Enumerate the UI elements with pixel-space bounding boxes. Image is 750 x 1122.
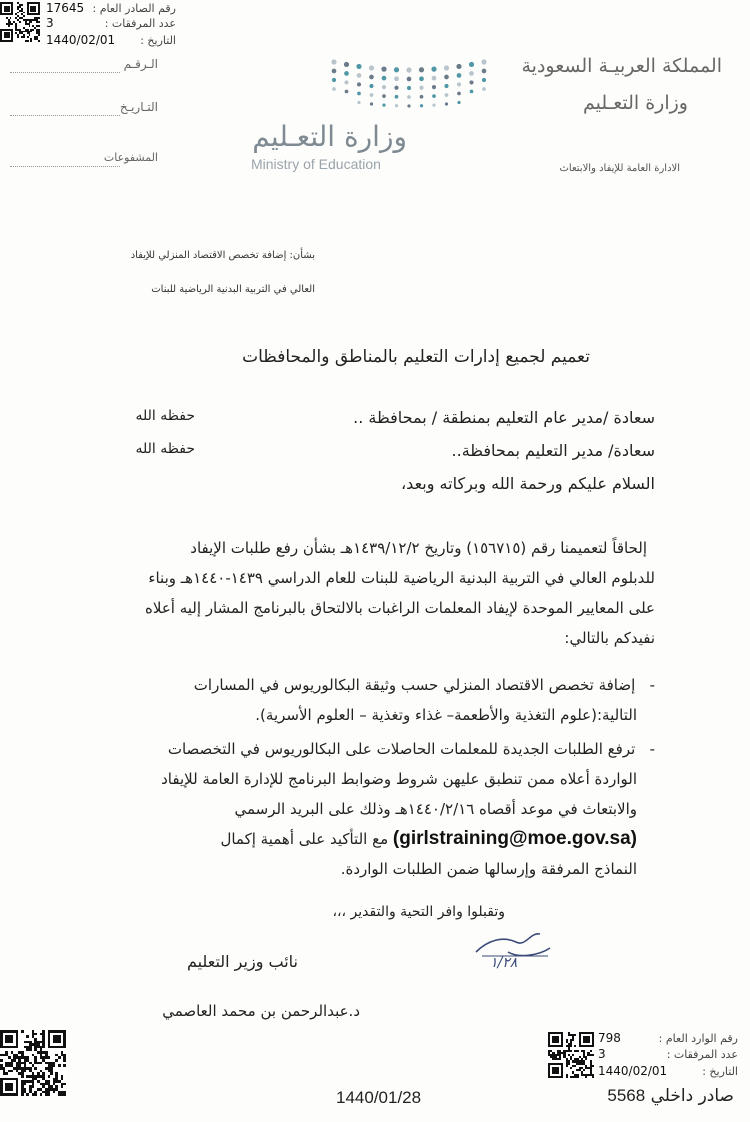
qr-module bbox=[583, 1069, 585, 1071]
qr-module bbox=[32, 1085, 35, 1088]
qr-module bbox=[63, 1064, 66, 1067]
qr-module bbox=[58, 1064, 61, 1067]
logo-dot bbox=[456, 64, 461, 69]
qr-module bbox=[61, 1085, 64, 1088]
logo-dot bbox=[444, 65, 449, 70]
bullet-2 bbox=[100, 734, 655, 884]
stamp-general-no-value: 17645 bbox=[46, 1, 85, 15]
logo-dot bbox=[395, 104, 398, 107]
logo-dot bbox=[394, 86, 398, 90]
signature-handwritten-date: ١/٢٨ bbox=[490, 955, 518, 971]
bullet-2-line-2: الواردة أعلاه ممن تنطبق عليهن شروط وضوابط البرنامج للإدارة العامة للإيفاد bbox=[161, 770, 637, 788]
qr-module bbox=[592, 1054, 594, 1056]
subject-line-1: بشأن: إضافة تخصص الاقتصاد المنزلي للإيفاد bbox=[130, 250, 315, 261]
logo-dot bbox=[457, 73, 462, 78]
qr-module bbox=[19, 21, 21, 23]
qr-module bbox=[29, 1048, 32, 1051]
logo-dot bbox=[406, 67, 411, 72]
qr-module bbox=[38, 25, 40, 27]
logo-dot bbox=[420, 104, 423, 107]
qr-module bbox=[23, 36, 25, 38]
logo-dot bbox=[407, 104, 410, 107]
logo-dot bbox=[395, 95, 399, 99]
logo-dot bbox=[357, 73, 362, 78]
signatory-name: د.عبدالرحمن بن محمد العاصمي bbox=[162, 1002, 360, 1020]
logo-dot bbox=[419, 86, 423, 90]
qr-module bbox=[27, 36, 29, 38]
paragraph-line-4: نفيدكم بالتالي: bbox=[564, 629, 655, 647]
qr-module bbox=[566, 1076, 568, 1078]
bullet-2-line-3: والابتعاث في موعد أقصاه ١٤٤٠/٢/١٦هـ وذلك على البريد الرسمي bbox=[234, 800, 637, 818]
qr-module bbox=[17, 12, 19, 14]
qr-module bbox=[53, 1091, 56, 1094]
logo-dot bbox=[345, 90, 349, 94]
signatory-title: نائب وزير التعليم bbox=[186, 952, 298, 971]
bullet-1-line-1 bbox=[100, 670, 655, 700]
logo-dots-graphic bbox=[328, 54, 498, 114]
qr-module bbox=[27, 40, 29, 42]
qr-module bbox=[50, 1072, 53, 1075]
logo-dot bbox=[382, 104, 385, 107]
qr-module bbox=[38, 17, 40, 19]
qr-code-bottom-left bbox=[0, 1030, 66, 1096]
footer-internal-label: صادر داخلي bbox=[650, 1086, 734, 1106]
qr-module bbox=[38, 40, 40, 42]
header-date-label: التـاريـخ bbox=[119, 100, 158, 114]
logo-dot bbox=[332, 78, 336, 82]
logo-dot bbox=[370, 102, 373, 105]
qr-module bbox=[61, 1078, 64, 1081]
logo-dot bbox=[356, 64, 361, 69]
logo-dot bbox=[457, 82, 461, 86]
logo-dot bbox=[481, 59, 486, 64]
qr-module bbox=[55, 1059, 58, 1062]
logo-dot bbox=[432, 76, 437, 81]
logo-dot bbox=[394, 76, 399, 81]
official-email[interactable]: (girlstraining@moe.gov.sa) bbox=[392, 828, 637, 849]
qr-module bbox=[0, 1059, 3, 1062]
qr-module bbox=[30, 40, 32, 42]
qr-module bbox=[576, 1076, 578, 1078]
logo-dot bbox=[370, 93, 374, 97]
qr-module bbox=[11, 1088, 14, 1091]
qr-module bbox=[29, 25, 31, 27]
logo-dot bbox=[457, 101, 460, 104]
logo-dot bbox=[369, 75, 374, 80]
qr-module bbox=[29, 34, 31, 36]
bullet-dash: - bbox=[635, 676, 655, 694]
bullet-2-line-4 bbox=[100, 824, 655, 854]
logo-dot bbox=[382, 76, 387, 81]
logo-dot bbox=[344, 80, 348, 84]
qr-module bbox=[592, 1065, 594, 1067]
logo-dot bbox=[332, 87, 336, 91]
header-attachments-line bbox=[10, 166, 120, 167]
qr-module bbox=[34, 1033, 37, 1036]
qr-module bbox=[574, 1034, 576, 1036]
stamp-date-label: التاريخ : bbox=[140, 34, 176, 47]
qr-module bbox=[23, 15, 25, 17]
qr-module bbox=[30, 21, 32, 23]
logo-dot bbox=[469, 80, 473, 84]
qr-module bbox=[26, 1093, 29, 1096]
qr-module bbox=[58, 1056, 61, 1059]
logo-dot bbox=[482, 87, 486, 91]
addressee-1-greeting: حفظه الله bbox=[135, 408, 195, 424]
qr-module bbox=[585, 1058, 587, 1060]
qr-module bbox=[592, 1076, 594, 1078]
qr-code-bottom-right bbox=[548, 1032, 594, 1078]
logo-dot bbox=[419, 67, 424, 72]
header-department: الادارة العامة للإيفاد والابتعاث bbox=[559, 163, 680, 174]
paragraph-line-3: على المعايير الموحدة لإيفاد المعلمات الراغبات بالالتحاق بالبرنامج المشار إليه أعلاه bbox=[145, 599, 655, 617]
bullet-2-text-1: ترفع الطلبات الجديدة للمعلمات الحاصلات على البكالوريوس في التخصصات bbox=[167, 740, 636, 758]
qr-module bbox=[570, 1045, 572, 1047]
salutation: السلام عليكم ورحمة الله وبركاته وبعد، bbox=[401, 474, 655, 493]
logo-dot bbox=[382, 85, 386, 89]
logo-dot bbox=[431, 67, 436, 72]
logo-dot bbox=[444, 75, 449, 80]
qr-module bbox=[572, 1054, 574, 1056]
body-paragraph bbox=[100, 533, 655, 653]
bullet-2-line-1 bbox=[100, 734, 655, 764]
logo-dot bbox=[482, 78, 486, 82]
header-date-line bbox=[10, 115, 120, 116]
stamp-bottom-date-value: 1440/02/01 bbox=[598, 1064, 668, 1078]
logo-dot bbox=[357, 101, 360, 104]
qr-code-top bbox=[0, 2, 40, 42]
logo-dot bbox=[470, 90, 474, 94]
closing: وتقبلوا وافر التحية والتقدير ،،، bbox=[332, 904, 505, 920]
qr-module bbox=[38, 13, 40, 15]
stamp-bottom-date-label: التاريخ : bbox=[702, 1065, 738, 1078]
qr-module bbox=[24, 1083, 27, 1086]
qr-module bbox=[40, 1093, 43, 1096]
logo-dot bbox=[344, 62, 349, 67]
stamp-attachments-value: 3 bbox=[46, 16, 54, 30]
qr-module bbox=[570, 1067, 572, 1069]
qr-module bbox=[42, 1046, 45, 1049]
qr-module bbox=[566, 1065, 568, 1067]
qr-module bbox=[574, 1065, 576, 1067]
qr-module bbox=[16, 1093, 19, 1096]
addressee-2-greeting: حفظه الله bbox=[135, 441, 195, 457]
logo-dot bbox=[469, 71, 474, 76]
qr-module bbox=[63, 1083, 66, 1086]
paragraph-line-2: للدبلوم العالي في التربية البدنية الرياضية للبنات للعام الدراسي ١٤٣٩-١٤٤٠هـ وبناء bbox=[148, 569, 655, 587]
header-attachments-label: المشفوعات bbox=[103, 151, 158, 164]
logo-dot bbox=[432, 85, 436, 89]
logo-dot bbox=[482, 69, 487, 74]
footer-internal-value: 5568 bbox=[607, 1086, 646, 1105]
qr-module bbox=[568, 1063, 570, 1065]
qr-module bbox=[32, 29, 34, 31]
logo-dot bbox=[382, 94, 386, 98]
qr-module bbox=[26, 1035, 29, 1038]
qr-module bbox=[576, 1050, 578, 1052]
stamp-general-no-label: رقم الصادر العام : bbox=[92, 2, 176, 15]
logo-dot bbox=[369, 65, 374, 70]
logo-dot bbox=[331, 59, 336, 64]
logo-dot bbox=[432, 94, 436, 98]
logo-dot bbox=[344, 71, 349, 76]
qr-module bbox=[48, 1093, 51, 1096]
qr-module bbox=[34, 1093, 37, 1096]
logo-dot bbox=[357, 92, 361, 96]
qr-module bbox=[561, 1045, 563, 1047]
qr-module bbox=[58, 1041, 61, 1044]
qr-module bbox=[11, 23, 13, 25]
bullet-1-text-1: إضافة تخصص الاقتصاد المنزلي حسب وثيقة البكالوريوس في المسارات bbox=[193, 676, 636, 694]
logo-dot bbox=[407, 86, 411, 90]
stamp-bottom-attachments-value: 3 bbox=[598, 1047, 606, 1061]
qr-module bbox=[63, 1046, 66, 1049]
logo-dot bbox=[394, 67, 399, 72]
logo-dot bbox=[419, 76, 424, 81]
stamp-bottom bbox=[598, 1032, 738, 1082]
qr-module bbox=[570, 1050, 572, 1052]
qr-module bbox=[21, 1093, 24, 1096]
qr-module bbox=[48, 1056, 51, 1059]
header-ministry: وزارة التعـليم bbox=[582, 92, 688, 114]
header-kingdom: المملكة العربيـة السعودية bbox=[521, 55, 722, 77]
qr-module bbox=[557, 1071, 559, 1073]
qr-module bbox=[572, 1039, 574, 1041]
logo-english-text: Ministry of Education bbox=[251, 156, 381, 172]
stamp-incoming-no-value: 798 bbox=[598, 1031, 621, 1045]
qr-module bbox=[11, 1041, 14, 1044]
qr-module bbox=[23, 12, 25, 14]
qr-module bbox=[21, 4, 23, 6]
footer-date: 1440/01/28 bbox=[336, 1088, 422, 1107]
subject-line-2: العالي في التربية البدنية الرياضية للبنات bbox=[151, 284, 315, 295]
header-number-label: الـرقـم bbox=[123, 57, 158, 71]
logo-dot bbox=[444, 84, 448, 88]
logo-dot bbox=[432, 104, 435, 107]
qr-module bbox=[34, 1067, 37, 1070]
addressee-2-text: سعادة/ مدير التعليم بمحافظة.. bbox=[451, 441, 655, 460]
header-number-line bbox=[10, 72, 120, 73]
qr-module bbox=[11, 13, 13, 15]
logo-dot bbox=[381, 67, 386, 72]
qr-module bbox=[8, 36, 10, 38]
logo-dot bbox=[407, 77, 412, 82]
footer-internal bbox=[607, 1086, 734, 1106]
logo-dot bbox=[332, 69, 337, 74]
logo-dot bbox=[457, 92, 461, 96]
paragraph-line-1: إلحاقاً لتعميمنا رقم (١٥٦٧١٥) وتاريخ ١٤٣٩/١٢/٢هـ بشأن رفع طلبات الإيفاد bbox=[190, 539, 647, 557]
qr-module bbox=[21, 1075, 24, 1078]
qr-module bbox=[16, 1046, 19, 1049]
bullet-1 bbox=[100, 670, 655, 730]
qr-module bbox=[585, 1076, 587, 1078]
logo-dot bbox=[357, 82, 361, 86]
qr-module bbox=[38, 21, 40, 23]
qr-module bbox=[587, 1041, 589, 1043]
qr-module bbox=[63, 1093, 66, 1096]
logo-arabic-text: وزارة التعـليم bbox=[252, 120, 407, 153]
qr-module bbox=[34, 10, 36, 12]
qr-module bbox=[559, 1058, 561, 1060]
qr-module bbox=[592, 1045, 594, 1047]
qr-module bbox=[10, 17, 12, 19]
qr-module bbox=[48, 1075, 51, 1078]
qr-module bbox=[17, 36, 19, 38]
qr-module bbox=[557, 1041, 559, 1043]
ministry-logo bbox=[245, 50, 495, 180]
logo-dot bbox=[445, 93, 449, 97]
logo-dot bbox=[369, 84, 373, 88]
addressee-1-text: سعادة /مدير عام التعليم بمنطقة / بمحافظة .. bbox=[353, 408, 655, 427]
qr-module bbox=[8, 10, 10, 12]
qr-module bbox=[53, 1064, 56, 1067]
stamp-date-value: 1440/02/01 bbox=[46, 33, 116, 47]
email-after-text: مع التأكيد على أهمية إكمال bbox=[220, 830, 389, 848]
qr-module bbox=[11, 1070, 14, 1073]
qr-module bbox=[5, 1072, 8, 1075]
qr-module bbox=[24, 1070, 27, 1073]
qr-module bbox=[21, 1030, 24, 1033]
bullet-2-line-5: النماذج المرفقة وإرسالها ضمن الطلبات الواردة. bbox=[340, 860, 637, 878]
qr-module bbox=[40, 1062, 43, 1065]
circular-title: تعميم لجميع إدارات التعليم بالمناطق والمحافظات bbox=[242, 347, 590, 367]
logo-dot bbox=[407, 95, 411, 99]
logo-dot bbox=[420, 95, 424, 99]
qr-module bbox=[561, 1076, 563, 1078]
qr-module bbox=[8, 25, 10, 27]
stamp-bottom-attachments-label: عدد المرفقات : bbox=[666, 1048, 738, 1061]
qr-module bbox=[30, 31, 32, 33]
logo-dot bbox=[469, 62, 474, 67]
qr-module bbox=[38, 34, 40, 36]
qr-module bbox=[63, 1059, 66, 1062]
logo-dot bbox=[445, 102, 448, 105]
stamp-attachments-label: عدد المرفقات : bbox=[104, 17, 176, 30]
stamp-incoming-no-label: رقم الوارد العام : bbox=[658, 1032, 738, 1045]
qr-module bbox=[590, 1050, 592, 1052]
bullet-1-line-2: التالية:(علوم التغذية والأطعمة– غذاء وتغذية – العلوم الأسرية). bbox=[255, 706, 637, 724]
qr-module bbox=[11, 40, 13, 42]
qr-module bbox=[574, 1045, 576, 1047]
bullet-dash: - bbox=[635, 740, 655, 758]
